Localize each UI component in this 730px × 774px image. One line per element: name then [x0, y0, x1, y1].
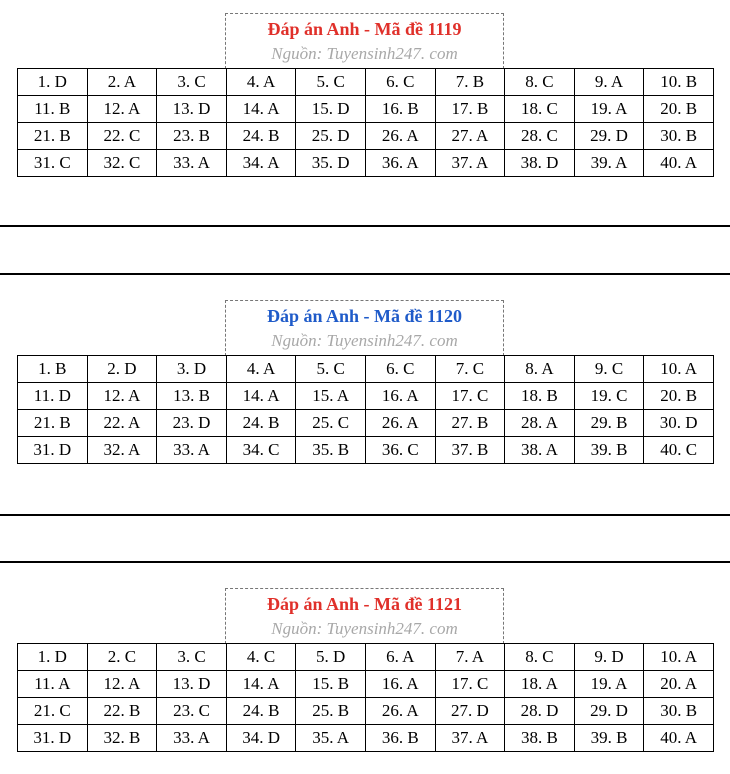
answer-cell: 1. D [18, 644, 88, 671]
answer-cell: 37. A [435, 725, 505, 752]
answer-cell: 18. B [505, 383, 575, 410]
answer-cell: 34. A [226, 150, 296, 177]
table-row [18, 356, 714, 383]
answer-cell: 33. A [157, 150, 227, 177]
answer-cell: 10. A [644, 356, 714, 383]
answer-cell: 35. D [296, 150, 366, 177]
answer-cell: 10. B [644, 69, 714, 96]
answer-cell: 21. B [18, 123, 88, 150]
answer-cell: 32. A [87, 437, 157, 464]
table-row [18, 671, 714, 698]
answer-cell: 14. A [226, 671, 296, 698]
answer-cell: 15. B [296, 671, 366, 698]
answer-cell: 14. A [226, 96, 296, 123]
answer-cell: 28. C [505, 123, 575, 150]
answer-cell: 18. A [505, 671, 575, 698]
answer-cell: 3. C [157, 69, 227, 96]
section-3-source: Nguồn: Tuyensinh247. com [271, 619, 458, 638]
answer-cell: 27. B [435, 410, 505, 437]
section-3-header [225, 588, 504, 644]
table-row [18, 725, 714, 752]
table-row [18, 644, 714, 671]
answer-cell: 6. C [365, 69, 435, 96]
answer-cell: 39. B [574, 725, 644, 752]
answer-cell: 26. A [365, 698, 435, 725]
answer-cell: 37. B [435, 437, 505, 464]
answer-cell: 26. A [365, 123, 435, 150]
answer-cell: 19. A [574, 96, 644, 123]
answer-cell: 11. A [18, 671, 88, 698]
answer-cell: 2. D [87, 356, 157, 383]
answer-cell: 17. B [435, 96, 505, 123]
answer-cell: 31. D [18, 437, 88, 464]
answer-cell: 21. C [18, 698, 88, 725]
answer-cell: 20. B [644, 96, 714, 123]
answer-cell: 24. B [226, 410, 296, 437]
answer-cell: 7. B [435, 69, 505, 96]
answer-cell: 24. B [226, 698, 296, 725]
answer-cell: 34. C [226, 437, 296, 464]
answer-cell: 5. C [296, 69, 366, 96]
answer-table-1120 [17, 355, 714, 464]
answer-cell: 8. C [505, 644, 575, 671]
answer-cell: 3. D [157, 356, 227, 383]
answer-cell: 36. A [365, 150, 435, 177]
section-1-title: Đáp án Anh - Mã đề 1119 [267, 19, 462, 39]
answer-cell: 9. C [574, 356, 644, 383]
answer-cell: 1. B [18, 356, 88, 383]
answer-cell: 19. C [574, 383, 644, 410]
answer-cell: 39. A [574, 150, 644, 177]
answer-cell: 13. B [157, 383, 227, 410]
answer-cell: 23. B [157, 123, 227, 150]
table-row [18, 69, 714, 96]
answer-cell: 38. B [505, 725, 575, 752]
answer-cell: 14. A [226, 383, 296, 410]
answer-cell: 9. A [574, 69, 644, 96]
answer-cell: 32. C [87, 150, 157, 177]
answer-cell: 16. A [365, 671, 435, 698]
answer-cell: 35. A [296, 725, 366, 752]
answer-cell: 29. D [574, 123, 644, 150]
answer-cell: 25. D [296, 123, 366, 150]
section-2-header [225, 300, 504, 356]
answer-cell: 4. C [226, 644, 296, 671]
answer-cell: 7. C [435, 356, 505, 383]
section-2-title: Đáp án Anh - Mã đề 1120 [266, 306, 463, 326]
answer-table-1119 [17, 68, 714, 177]
answer-cell: 26. A [365, 410, 435, 437]
answer-cell: 29. B [574, 410, 644, 437]
answer-cell: 12. A [87, 96, 157, 123]
answer-cell: 38. D [505, 150, 575, 177]
answer-cell: 25. C [296, 410, 366, 437]
answer-cell: 9. D [574, 644, 644, 671]
answer-cell: 13. D [157, 671, 227, 698]
answer-cell: 28. D [505, 698, 575, 725]
answer-cell: 33. A [157, 725, 227, 752]
answer-cell: 23. D [157, 410, 227, 437]
answer-cell: 10. A [644, 644, 714, 671]
answer-cell: 21. B [18, 410, 88, 437]
answer-cell: 4. A [226, 69, 296, 96]
table-row [18, 410, 714, 437]
answer-cell: 20. A [644, 671, 714, 698]
answer-cell: 36. B [365, 725, 435, 752]
answer-cell: 16. B [365, 96, 435, 123]
answer-cell: 40. C [644, 437, 714, 464]
divider-line [0, 561, 730, 563]
answer-cell: 17. C [435, 383, 505, 410]
answer-cell: 8. A [505, 356, 575, 383]
answer-cell: 1. D [18, 69, 88, 96]
answer-cell: 17. C [435, 671, 505, 698]
answer-cell: 13. D [157, 96, 227, 123]
answer-cell: 22. A [87, 410, 157, 437]
table-row [18, 123, 714, 150]
answer-cell: 39. B [574, 437, 644, 464]
answer-cell: 2. A [87, 69, 157, 96]
answer-cell: 29. D [574, 698, 644, 725]
answer-cell: 27. A [435, 123, 505, 150]
answer-cell: 15. A [296, 383, 366, 410]
answer-cell: 31. D [18, 725, 88, 752]
table-row [18, 383, 714, 410]
divider-line [0, 225, 730, 227]
answer-cell: 23. C [157, 698, 227, 725]
answer-cell: 30. B [644, 123, 714, 150]
answer-cell: 7. A [435, 644, 505, 671]
answer-cell: 34. D [226, 725, 296, 752]
answer-cell: 16. A [365, 383, 435, 410]
table-row [18, 96, 714, 123]
answer-cell: 28. A [505, 410, 575, 437]
answer-cell: 15. D [296, 96, 366, 123]
answer-cell: 37. A [435, 150, 505, 177]
answer-table-1121 [17, 643, 714, 752]
table-row [18, 698, 714, 725]
answer-cell: 31. C [18, 150, 88, 177]
section-1-header [225, 13, 504, 69]
answer-cell: 27. D [435, 698, 505, 725]
answer-cell: 4. A [226, 356, 296, 383]
answer-cell: 6. A [365, 644, 435, 671]
section-2-source: Nguồn: Tuyensinh247. com [271, 331, 458, 350]
answer-cell: 40. A [644, 150, 714, 177]
section-1-source: Nguồn: Tuyensinh247. com [271, 44, 458, 63]
answer-cell: 22. C [87, 123, 157, 150]
answer-cell: 24. B [226, 123, 296, 150]
answer-cell: 38. A [505, 437, 575, 464]
answer-cell: 2. C [87, 644, 157, 671]
answer-cell: 3. C [157, 644, 227, 671]
answer-cell: 33. A [157, 437, 227, 464]
section-3-title: Đáp án Anh - Mã đề 1121 [266, 594, 463, 614]
answer-cell: 25. B [296, 698, 366, 725]
answer-cell: 36. C [365, 437, 435, 464]
answer-cell: 5. C [296, 356, 366, 383]
table-row [18, 437, 714, 464]
answer-cell: 35. B [296, 437, 366, 464]
answer-cell: 30. D [644, 410, 714, 437]
answer-cell: 11. D [18, 383, 88, 410]
answer-cell: 19. A [574, 671, 644, 698]
answer-cell: 12. A [87, 383, 157, 410]
answer-cell: 11. B [18, 96, 88, 123]
answer-cell: 8. C [505, 69, 575, 96]
answer-cell: 40. A [644, 725, 714, 752]
answer-cell: 32. B [87, 725, 157, 752]
table-row [18, 150, 714, 177]
answer-cell: 18. C [505, 96, 575, 123]
answer-cell: 20. B [644, 383, 714, 410]
answer-cell: 22. B [87, 698, 157, 725]
answer-cell: 5. D [296, 644, 366, 671]
answer-cell: 6. C [365, 356, 435, 383]
divider-line [0, 514, 730, 516]
divider-line [0, 273, 730, 275]
answer-cell: 12. A [87, 671, 157, 698]
answer-cell: 30. B [644, 698, 714, 725]
